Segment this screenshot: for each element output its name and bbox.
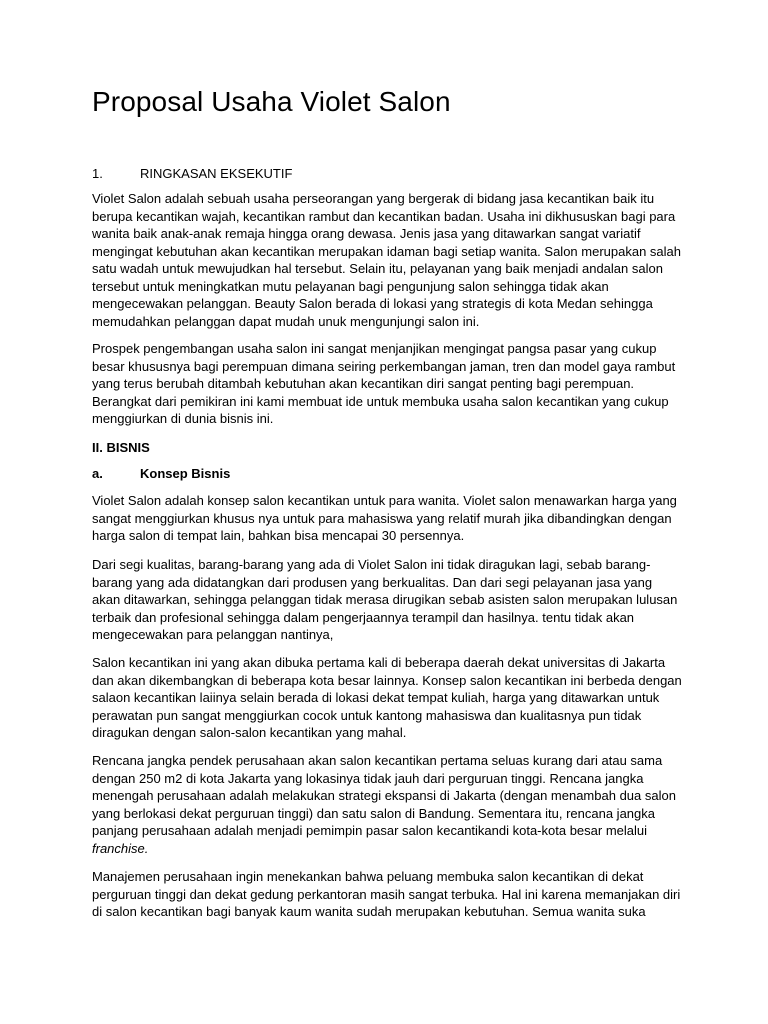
paragraph-konsep-4-text: Rencana jangka pendek perusahaan akan salon kecantikan pertama seluas kurang dari atau sama dengan 250 m2 di kota Jakarta yang lokasinya tidak jauh dari perguruan tinggi. Rencana jangka menengah perusahaan adalah melakukan strategi ekspansi di Jakarta (dengan menambah dua salon yang berlokasi dekat perguruan tinggi) dan satu salon di Bandung. Sementara itu, rencana jangka panjang perusahaan adalah menjadi pemimpin pasar salon kecantikandi kota-kota besar melalui <box>92 753 676 838</box>
page-title: Proposal Usaha Violet Salon <box>92 86 451 117</box>
paragraph-konsep-3: Salon kecantikan ini yang akan dibuka pertama kali di beberapa daerah dekat universitas di Jakarta dan akan dikembangkan di beberapa kota besar lainnya. Konsep salon kecantikan ini berbeda dengan salaon kecantikan laiinya selain berada di lokasi dekat tempat kuliah, harga yang ditawarkan untuk perawatan pun sangat menggiurkan cocok untuk kantong mahasiswa dan kualitasnya pun tidak diragukan dengan salon-salon kecantikan yang mahal. <box>92 655 682 740</box>
subsection-number: a. <box>92 466 103 481</box>
paragraph-konsep-4 <box>92 752 682 857</box>
franchise-term: franchise. <box>92 840 149 856</box>
paragraph-ringkasan-1: Violet Salon adalah sebuah usaha perseorangan yang bergerak di bidang jasa kecantikan baik itu berupa kecantikan wajah, kecantikan rambut dan kecantikan badan. Usaha ini dikhususkan bagi para wanita baik anak-anak remaja hingga orang dewasa. Jenis jasa yang ditawarkan sangat variatif mengingat kebutuhan akan kecantikan merupakan idaman bagi setiap wanita. Salon merupakan salah satu wadah untuk mewujudkan hal tersebut. Selain itu, pelayanan yang baik menjadi andalan salon tersebut untuk meningkatkan mutu pelayanan bagi pengunjung salon sehingga tidak akan mengecewakan pelanggan. Beauty Salon berada di lokasi yang strategis di kota Medan sehingga memudahkan pelanggan dapat mudah unuk mengunjungi salon ini. <box>92 191 681 329</box>
section-heading-ringkasan <box>92 166 292 181</box>
section-number: 1. <box>92 166 103 181</box>
subsection-heading-konsep <box>92 466 230 481</box>
paragraph-konsep-1: Violet Salon adalah konsep salon kecantikan untuk para wanita. Violet salon menawarkan harga yang sangat menggiurkan khusus nya untuk para mahasiswa yang relatif murah jika dibandingkan dengan harga salon di tempat lain, bahkan bisa mencapai 30 persennya. <box>92 493 677 543</box>
paragraph-konsep-5: Manajemen perusahaan ingin menekankan bahwa peluang membuka salon kecantikan di dekat perguruan tinggi dan dekat gedung perkantoran masih sangat terbuka. Hal ini karena memanjakan diri di salon kecantikan bagi banyak kaum wanita sudah merupakan kebutuhan. Semua wanita suka <box>92 869 681 919</box>
subsection-title: Konsep Bisnis <box>140 466 231 481</box>
section-heading-bisnis: II. BISNIS <box>92 440 150 455</box>
section-title: RINGKASAN EKSEKUTIF <box>140 166 293 181</box>
paragraph-konsep-2: Dari segi kualitas, barang-barang yang ada di Violet Salon ini tidak diragukan lagi, sebab barang-barang yang ada didatangkan dari produsen yang berkualitas. Dan dari segi pelayanan jasa yang akan ditawarkan, sehingga pelanggan tidak merasa dirugikan sebab asisten salon merupakan lulusan terbaik dan profesional sehingga dalam pengerjaannya terampil dan hasilnya. tentu tidak akan mengecewakan para pelanggan nantinya, <box>92 557 678 642</box>
paragraph-ringkasan-2: Prospek pengembangan usaha salon ini sangat menjanjikan mengingat pangsa pasar yang cukup besar khususnya bagi perempuan dimana seiring perkembangan jaman, tren dan model gaya rambut yang terus berubah ditambah kebutuhan akan kecantikan diri sangat penting bagi perempuan. Berangkat dari pemikiran ini kami membuat ide untuk membuka usaha salon kecantikan yang cukup menggiurkan di dunia bisnis ini. <box>92 341 676 426</box>
